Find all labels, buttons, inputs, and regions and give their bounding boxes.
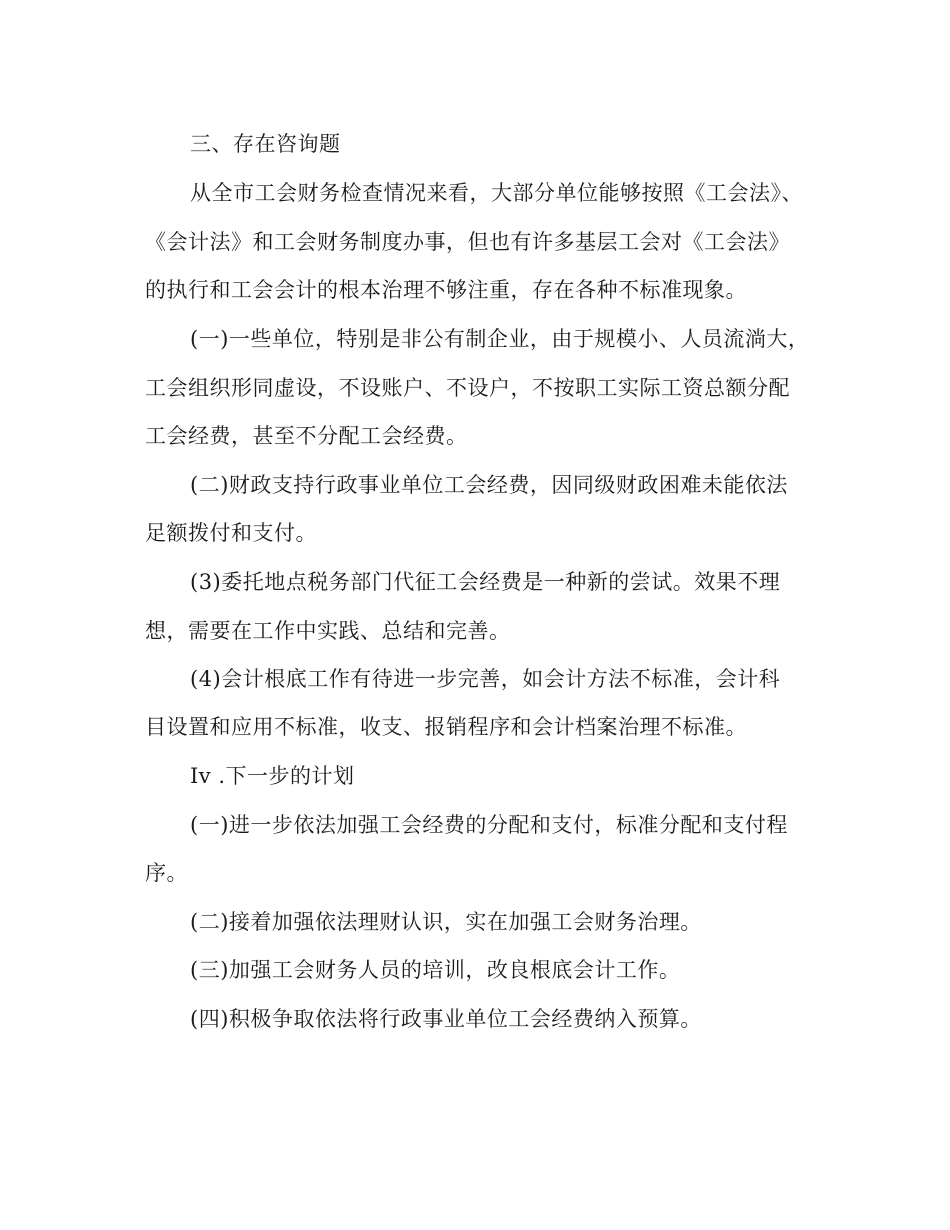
paragraph-line: (二)接着加强依法理财认识，实在加强工会财务治理。 (190, 910, 702, 934)
section-heading-problems: 三、存在咨询题 (190, 132, 341, 156)
paragraph-line: (一)一些单位，特别是非公有制企业，由于规模小、人员流淌大， (190, 327, 810, 351)
paragraph-line: (3)委托地点税务部门代征工会经费是一种新的尝试。效果不理 (190, 570, 781, 594)
paragraph-line: 序。 (145, 861, 188, 885)
paragraph-line: 想，需要在工作中实践、总结和完善。 (145, 619, 511, 643)
paragraph-line: (4)会计根底工作有待进一步完善，如会计方法不标准，会计科 (190, 667, 781, 691)
paragraph-line: 足额拨付和支付。 (145, 521, 317, 545)
paragraph-line: (四)积极争取依法将行政事业单位工会经费纳入预算。 (190, 1007, 702, 1031)
paragraph-line: (一)进一步依法加强工会经费的分配和支付，标准分配和支付程 (190, 813, 788, 837)
paragraph-line: (三)加强工会财务人员的培训，改良根底会计工作。 (190, 958, 681, 982)
section-heading-next-plan: Iv .下一步的计划 (190, 764, 355, 788)
paragraph-line: (二)财政支持行政事业单位工会经费，因同级财政困难未能依法 (190, 473, 788, 497)
paragraph-line: 从全市工会财务检查情况来看，大部分单位能够按照《工会法》、 (190, 181, 803, 205)
paragraph-line: 的执行和工会会计的根本治理不够注重，存在各种不标准现象。 (145, 278, 747, 302)
paragraph-line: 目设置和应用不标准，收支、报销程序和会计档案治理不标准。 (145, 715, 747, 739)
paragraph-line: 工会组织形同虚设，不设账户、不设户，不按职工实际工资总额分配 (145, 376, 790, 400)
paragraph-line: 工会经费，甚至不分配工会经费。 (145, 424, 468, 448)
paragraph-line: 《会计法》和工会财务制度办事，但也有许多基层工会对《工会法》 (145, 230, 790, 254)
